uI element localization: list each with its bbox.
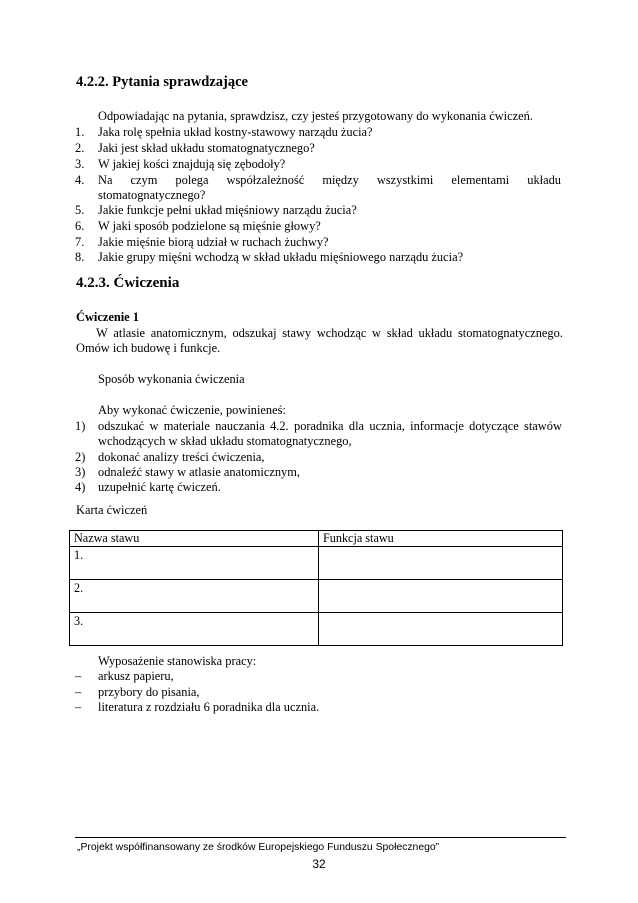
step-text: uzupełnić kartę ćwiczeń. xyxy=(98,480,221,494)
word: między xyxy=(322,173,359,187)
word: anatomicznym, xyxy=(150,326,227,340)
bullet: – xyxy=(75,700,82,714)
word: ucznia, xyxy=(369,419,405,433)
equipment-item: arkusz papieru, xyxy=(98,669,174,683)
question-text-line2: stomatognatycznego? xyxy=(98,188,206,202)
step-text: odnaleźć stawy w atlasie anatomicznym, xyxy=(98,465,300,479)
table-row xyxy=(70,547,563,580)
step-number: 1) xyxy=(75,419,86,433)
question-number: 6. xyxy=(75,219,85,233)
word: wchodząc xyxy=(316,326,367,340)
word: czym xyxy=(130,173,158,187)
word: informacje xyxy=(410,419,464,433)
bullet: – xyxy=(75,669,82,683)
question-text: Jaki jest skład układu stomatognatycznego? xyxy=(98,141,315,155)
question-text: Jakie funkcje pełni układ mięśniowy narządu żucia? xyxy=(98,203,357,217)
table-cell[interactable]: 3. xyxy=(70,613,319,646)
word: odszukać xyxy=(98,419,145,433)
question-number: 3. xyxy=(75,157,85,171)
question-number: 1. xyxy=(75,125,85,139)
question-text: W jakiej kości znajdują się zębodoły? xyxy=(98,157,286,171)
table-cell[interactable]: 1. xyxy=(70,547,319,580)
word: wszystkimi xyxy=(376,173,434,187)
section-heading-questions: 4.2.2. Pytania sprawdzające xyxy=(76,74,248,90)
word: 4.2. xyxy=(270,419,289,433)
step-number: 4) xyxy=(75,480,86,494)
word: odszukaj xyxy=(232,326,277,340)
table-cell[interactable] xyxy=(319,613,563,646)
word: materiale xyxy=(163,419,210,433)
question-number: 8. xyxy=(75,250,85,264)
steps-intro: Aby wykonać ćwiczenie, powinieneś: xyxy=(98,403,286,417)
question-text: Jakie grupy mięśni wchodzą w skład układu mięśniowego narządu żucia? xyxy=(98,250,464,264)
word: układu xyxy=(527,173,561,187)
word: elementami xyxy=(451,173,510,187)
exercise-instruction-line2: Omów ich budowę i funkcje. xyxy=(76,341,221,355)
word: polega xyxy=(175,173,209,187)
method-heading: Sposób wykonania ćwiczenia xyxy=(98,372,245,386)
word: współzależność xyxy=(226,173,305,187)
equipment-item: literatura z rozdziału 6 poradnika dla ucznia. xyxy=(98,700,320,714)
table-row xyxy=(70,613,563,646)
word: nauczania xyxy=(215,419,265,433)
word: atlasie xyxy=(113,326,146,340)
step-text-line2: wchodzących w skład układu stomatognatycznego, xyxy=(98,434,352,448)
question-text: W jaki sposób podzielone są mięśnie głowy? xyxy=(98,219,321,233)
word: Na xyxy=(98,173,113,187)
section-heading-exercises: 4.2.3. Ćwiczenia xyxy=(76,275,180,291)
table-cell[interactable] xyxy=(319,580,563,613)
equipment-heading: Wyposażenie stanowiska pracy: xyxy=(98,654,257,668)
footer-divider xyxy=(75,837,566,838)
table-row xyxy=(70,580,563,613)
column-header: Nazwa stawu xyxy=(70,531,319,547)
word: W xyxy=(96,326,108,340)
word: poradnika xyxy=(294,419,344,433)
word: skład xyxy=(386,326,413,340)
word: stawów xyxy=(524,419,562,433)
bullet: – xyxy=(75,685,82,699)
table-cell[interactable] xyxy=(319,547,563,580)
page-number: 32 xyxy=(312,857,326,871)
word: stawy xyxy=(282,326,312,340)
word: dla xyxy=(348,419,365,433)
question-number: 5. xyxy=(75,203,85,217)
question-text: Jaka rolę spełnia układ kostny-stawowy narządu żucia? xyxy=(98,125,373,139)
question-text-line1 xyxy=(98,173,561,188)
question-number: 2. xyxy=(75,141,85,155)
card-label: Karta ćwiczeń xyxy=(76,503,148,517)
questions-intro: Odpowiadając na pytania, sprawdzisz, czy jesteś przygotowany do wykonania ćwiczeń. xyxy=(98,109,533,123)
step-text-line1 xyxy=(98,419,562,434)
exercise-instruction-line1 xyxy=(96,326,563,341)
table-header-row xyxy=(70,531,563,547)
word: w xyxy=(149,419,159,433)
step-number: 3) xyxy=(75,465,86,479)
word: dotyczące xyxy=(469,419,519,433)
footer-text: „Projekt współfinansowany ze środków Europejskiego Funduszu Społecznego” xyxy=(77,842,440,853)
equipment-item: przybory do pisania, xyxy=(98,685,200,699)
word: układu xyxy=(418,326,453,340)
exercise-card-table xyxy=(69,530,563,646)
table-cell[interactable]: 2. xyxy=(70,580,319,613)
word: stomatognatycznego. xyxy=(457,326,563,340)
word: w xyxy=(372,326,381,340)
question-number: 4. xyxy=(75,173,85,187)
question-text: Jakie mięśnie biorą udział w ruchach żuchwy? xyxy=(98,235,329,249)
step-number: 2) xyxy=(75,450,86,464)
column-header: Funkcja stawu xyxy=(319,531,563,547)
exercise-title: Ćwiczenie 1 xyxy=(76,310,139,324)
step-text: dokonać analizy treści ćwiczenia, xyxy=(98,450,265,464)
question-number: 7. xyxy=(75,235,85,249)
